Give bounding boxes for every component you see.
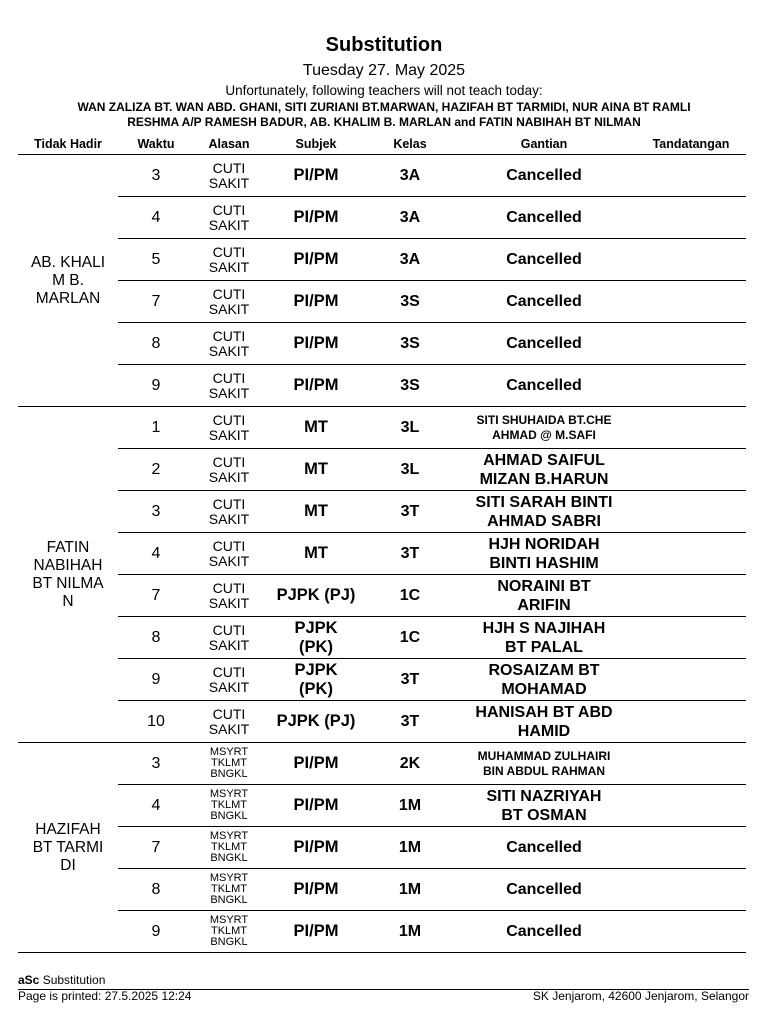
tandatangan-cell bbox=[636, 617, 746, 659]
alasan-cell bbox=[194, 785, 264, 827]
alasan-line: TKLMT bbox=[210, 799, 248, 811]
alasan-line: CUTI bbox=[212, 453, 246, 470]
subjek-cell bbox=[264, 197, 368, 239]
alasan-line: SAKIT bbox=[208, 468, 250, 485]
gantian-cell bbox=[452, 575, 636, 617]
gantian-line: Cancelled bbox=[506, 209, 582, 226]
alasan-line: CUTI bbox=[212, 411, 246, 428]
alasan-line: TKLMT bbox=[210, 757, 248, 769]
gantian-cell bbox=[452, 491, 636, 533]
gantian-line: MIZAN B.HARUN bbox=[479, 470, 609, 488]
col-header-subjek: Subjek bbox=[264, 134, 368, 155]
gantian-line: HJH NORIDAH bbox=[488, 535, 600, 553]
alasan-line: SAKIT bbox=[208, 300, 250, 317]
subjek-line: PI/PM bbox=[293, 796, 339, 814]
subjek-line: (PK) bbox=[299, 679, 333, 698]
substitution-table bbox=[18, 134, 746, 953]
alasan-line: CUTI bbox=[212, 537, 246, 554]
alasan-cell bbox=[194, 491, 264, 533]
kelas-cell: 3T bbox=[368, 533, 452, 575]
alasan-cell bbox=[194, 911, 264, 953]
tandatangan-cell bbox=[636, 155, 746, 197]
alasan-line: BNGKL bbox=[210, 936, 248, 948]
subjek-cell bbox=[264, 533, 368, 575]
table-row bbox=[18, 575, 746, 617]
subjek-cell bbox=[264, 827, 368, 869]
kelas-cell: 3T bbox=[368, 491, 452, 533]
waktu-cell: 3 bbox=[118, 155, 194, 197]
alasan-cell bbox=[194, 827, 264, 869]
gantian-line: MUHAMMAD ZULHAIRI bbox=[477, 748, 611, 763]
table-row bbox=[18, 785, 746, 827]
table-row bbox=[18, 827, 746, 869]
tandatangan-cell bbox=[636, 785, 746, 827]
subjek-line: PJPK bbox=[294, 660, 338, 679]
col-header-kelas: Kelas bbox=[368, 134, 452, 155]
subjek-line: PI/PM bbox=[293, 250, 339, 268]
absent-teacher-name-line: AB. KHALI bbox=[30, 253, 106, 271]
alasan-line: SAKIT bbox=[208, 342, 250, 359]
kelas-cell: 1C bbox=[368, 575, 452, 617]
table-row bbox=[18, 491, 746, 533]
gantian-cell bbox=[452, 281, 636, 323]
alasan-cell bbox=[194, 365, 264, 407]
waktu-cell: 1 bbox=[118, 407, 194, 449]
table-row bbox=[18, 659, 746, 701]
gantian-cell bbox=[452, 197, 636, 239]
gantian-line: MOHAMAD bbox=[501, 680, 587, 698]
gantian-line: SITI SARAH BINTI bbox=[475, 493, 613, 511]
gantian-cell bbox=[452, 701, 636, 743]
absent-teacher-name bbox=[18, 743, 118, 953]
table-row bbox=[18, 701, 746, 743]
kelas-cell: 3S bbox=[368, 323, 452, 365]
subjek-cell bbox=[264, 239, 368, 281]
tandatangan-cell bbox=[636, 659, 746, 701]
absent-teacher-name-line: FATIN bbox=[46, 538, 90, 556]
absent-teachers-list bbox=[0, 100, 768, 130]
footer-printed-date: Page is printed: 27.5.2025 12:24 bbox=[18, 989, 192, 1003]
absent-teacher-name-line: MARLAN bbox=[35, 289, 101, 307]
gantian-line: AHMAD @ M.SAFI bbox=[492, 427, 596, 442]
gantian-line: Cancelled bbox=[506, 881, 582, 898]
alasan-cell bbox=[194, 617, 264, 659]
col-header-waktu: Waktu bbox=[118, 134, 194, 155]
gantian-cell bbox=[452, 827, 636, 869]
gantian-line: Cancelled bbox=[506, 251, 582, 268]
subjek-line: PJPK (PJ) bbox=[276, 586, 356, 604]
gantian-cell bbox=[452, 155, 636, 197]
subjek-line: PI/PM bbox=[293, 208, 339, 226]
alasan-cell bbox=[194, 239, 264, 281]
absent-teacher-name-line: BT NILMA bbox=[32, 574, 104, 592]
subjek-line: MT bbox=[304, 418, 328, 436]
kelas-cell: 3A bbox=[368, 155, 452, 197]
alasan-line: CUTI bbox=[212, 159, 246, 176]
table-row bbox=[18, 911, 746, 953]
gantian-line: Cancelled bbox=[506, 377, 582, 394]
table-row bbox=[18, 365, 746, 407]
table-row bbox=[18, 533, 746, 575]
alasan-cell bbox=[194, 743, 264, 785]
alasan-line: SAKIT bbox=[208, 384, 250, 401]
footer-app-label: Substitution bbox=[39, 973, 106, 987]
alasan-line: CUTI bbox=[212, 579, 246, 596]
subjek-cell bbox=[264, 407, 368, 449]
waktu-cell: 9 bbox=[118, 911, 194, 953]
absent-teacher-name bbox=[18, 155, 118, 407]
absent-teacher-name-line: DI bbox=[60, 856, 76, 874]
page-date: Tuesday 27. May 2025 bbox=[302, 62, 466, 79]
subjek-line: PI/PM bbox=[293, 922, 339, 940]
alasan-line: SAKIT bbox=[208, 510, 250, 527]
subjek-cell bbox=[264, 785, 368, 827]
waktu-cell: 5 bbox=[118, 239, 194, 281]
absent-note: Unfortunately, following teachers will not teach today: bbox=[225, 83, 543, 98]
kelas-cell: 3S bbox=[368, 365, 452, 407]
waktu-cell: 4 bbox=[118, 197, 194, 239]
col-header-tandatangan: Tandatangan bbox=[636, 134, 746, 155]
absent-names-line: WAN ZALIZA BT. WAN ABD. GHANI, SITI ZURIANI BT.MARWAN, HAZIFAH BT TARMIDI, NUR AINA BT RAMLI bbox=[77, 100, 691, 114]
tandatangan-cell bbox=[636, 575, 746, 617]
kelas-cell: 3A bbox=[368, 197, 452, 239]
alasan-line: CUTI bbox=[212, 285, 246, 302]
subjek-cell bbox=[264, 575, 368, 617]
alasan-line: BNGKL bbox=[210, 768, 248, 780]
gantian-line: SITI SHUHAIDA BT.CHE bbox=[476, 412, 612, 427]
col-header-tidak-hadir: Tidak Hadir bbox=[18, 134, 118, 155]
tandatangan-cell bbox=[636, 491, 746, 533]
waktu-cell: 7 bbox=[118, 827, 194, 869]
waktu-cell: 8 bbox=[118, 323, 194, 365]
table-row bbox=[18, 743, 746, 785]
tandatangan-cell bbox=[636, 239, 746, 281]
tandatangan-cell bbox=[636, 449, 746, 491]
table-body bbox=[18, 155, 746, 953]
kelas-cell: 1M bbox=[368, 827, 452, 869]
absent-teacher-name-line: NABIHAH bbox=[33, 556, 103, 574]
waktu-cell: 10 bbox=[118, 701, 194, 743]
gantian-line: BT OSMAN bbox=[501, 806, 587, 824]
kelas-cell: 3A bbox=[368, 239, 452, 281]
waktu-cell: 3 bbox=[118, 743, 194, 785]
tandatangan-cell bbox=[636, 407, 746, 449]
alasan-cell bbox=[194, 449, 264, 491]
alasan-line: BNGKL bbox=[210, 852, 248, 864]
gantian-line: AHMAD SABRI bbox=[487, 512, 601, 530]
table-row bbox=[18, 449, 746, 491]
table-header-row bbox=[18, 134, 746, 155]
kelas-cell: 1C bbox=[368, 617, 452, 659]
waktu-cell: 9 bbox=[118, 659, 194, 701]
gantian-cell bbox=[452, 239, 636, 281]
alasan-line: SAKIT bbox=[208, 216, 250, 233]
alasan-cell bbox=[194, 659, 264, 701]
gantian-cell bbox=[452, 659, 636, 701]
gantian-line: BIN ABDUL RAHMAN bbox=[483, 763, 605, 778]
alasan-cell bbox=[194, 197, 264, 239]
subjek-cell bbox=[264, 869, 368, 911]
subjek-cell bbox=[264, 659, 368, 701]
alasan-line: CUTI bbox=[212, 495, 246, 512]
gantian-line: ROSAIZAM BT bbox=[488, 661, 600, 679]
tandatangan-cell bbox=[636, 911, 746, 953]
gantian-cell bbox=[452, 743, 636, 785]
subjek-line: PI/PM bbox=[293, 292, 339, 310]
gantian-line: SITI NAZRIYAH bbox=[486, 787, 602, 805]
absent-teacher-name-line: M B. bbox=[52, 271, 84, 289]
gantian-line: Cancelled bbox=[506, 335, 582, 352]
waktu-cell: 7 bbox=[118, 575, 194, 617]
subjek-cell bbox=[264, 449, 368, 491]
subjek-line: PJPK (PJ) bbox=[276, 712, 356, 730]
kelas-cell: 1M bbox=[368, 869, 452, 911]
subjek-line: PI/PM bbox=[293, 838, 339, 856]
alasan-line: MSYRT bbox=[209, 872, 249, 884]
table-row bbox=[18, 281, 746, 323]
tandatangan-cell bbox=[636, 533, 746, 575]
gantian-line: ARIFIN bbox=[517, 596, 571, 614]
waktu-cell: 2 bbox=[118, 449, 194, 491]
gantian-line: HANISAH BT ABD bbox=[475, 703, 613, 721]
waktu-cell: 3 bbox=[118, 491, 194, 533]
footer-school-address: SK Jenjarom, 42600 Jenjarom, Selangor bbox=[532, 989, 749, 1003]
alasan-line: SAKIT bbox=[208, 174, 250, 191]
alasan-line: BNGKL bbox=[210, 894, 248, 906]
subjek-line: (PK) bbox=[299, 637, 333, 656]
gantian-cell bbox=[452, 365, 636, 407]
gantian-line: HJH S NAJIHAH bbox=[482, 619, 606, 637]
alasan-cell bbox=[194, 155, 264, 197]
absent-names-line: RESHMA A/P RAMESH BADUR, AB. KHALIM B. MARLAN and FATIN NABIHAH BT NILMAN bbox=[127, 115, 641, 129]
table-row bbox=[18, 407, 746, 449]
alasan-cell bbox=[194, 533, 264, 575]
waktu-cell: 4 bbox=[118, 533, 194, 575]
gantian-line: Cancelled bbox=[506, 293, 582, 310]
alasan-line: MSYRT bbox=[209, 914, 249, 926]
alasan-line: SAKIT bbox=[208, 720, 250, 737]
alasan-line: MSYRT bbox=[209, 788, 249, 800]
subjek-line: PI/PM bbox=[293, 880, 339, 898]
tandatangan-cell bbox=[636, 281, 746, 323]
alasan-line: SAKIT bbox=[208, 552, 250, 569]
subjek-line: PJPK bbox=[294, 618, 338, 637]
absent-teacher-name bbox=[18, 407, 118, 743]
alasan-line: CUTI bbox=[212, 243, 246, 260]
alasan-cell bbox=[194, 323, 264, 365]
tandatangan-cell bbox=[636, 869, 746, 911]
alasan-line: CUTI bbox=[212, 705, 246, 722]
absent-teacher-name-line: N bbox=[62, 592, 74, 610]
table-row bbox=[18, 617, 746, 659]
subjek-line: PI/PM bbox=[293, 754, 339, 772]
alasan-line: MSYRT bbox=[209, 746, 249, 758]
gantian-cell bbox=[452, 407, 636, 449]
tandatangan-cell bbox=[636, 827, 746, 869]
gantian-cell bbox=[452, 449, 636, 491]
gantian-line: Cancelled bbox=[506, 923, 582, 940]
gantian-line: BINTI HASHIM bbox=[489, 554, 599, 572]
subjek-cell bbox=[264, 155, 368, 197]
alasan-cell bbox=[194, 869, 264, 911]
kelas-cell: 3T bbox=[368, 659, 452, 701]
kelas-cell: 1M bbox=[368, 785, 452, 827]
alasan-cell bbox=[194, 407, 264, 449]
subjek-cell bbox=[264, 491, 368, 533]
absent-teacher-name-line: HAZIFAH bbox=[35, 820, 101, 838]
gantian-cell bbox=[452, 617, 636, 659]
kelas-cell: 3L bbox=[368, 449, 452, 491]
subjek-line: MT bbox=[304, 460, 328, 478]
subjek-cell bbox=[264, 617, 368, 659]
waktu-cell: 8 bbox=[118, 617, 194, 659]
alasan-line: CUTI bbox=[212, 201, 246, 218]
subjek-cell bbox=[264, 701, 368, 743]
waktu-cell: 4 bbox=[118, 785, 194, 827]
subjek-line: PI/PM bbox=[293, 334, 339, 352]
table-row bbox=[18, 197, 746, 239]
gantian-cell bbox=[452, 785, 636, 827]
tandatangan-cell bbox=[636, 365, 746, 407]
alasan-cell bbox=[194, 701, 264, 743]
alasan-line: TKLMT bbox=[210, 883, 248, 895]
subjek-line: PI/PM bbox=[293, 376, 339, 394]
gantian-cell bbox=[452, 869, 636, 911]
gantian-cell bbox=[452, 533, 636, 575]
subjek-line: PI/PM bbox=[293, 166, 339, 184]
table-row bbox=[18, 155, 746, 197]
kelas-cell: 3S bbox=[368, 281, 452, 323]
table-row bbox=[18, 869, 746, 911]
alasan-line: SAKIT bbox=[208, 594, 250, 611]
subjek-cell bbox=[264, 323, 368, 365]
gantian-cell bbox=[452, 911, 636, 953]
kelas-cell: 1M bbox=[368, 911, 452, 953]
subjek-line: MT bbox=[304, 502, 328, 520]
footer-app-name bbox=[18, 973, 105, 987]
table-row bbox=[18, 323, 746, 365]
table-row bbox=[18, 239, 746, 281]
footer-app-brand: aSc bbox=[18, 973, 40, 987]
alasan-cell bbox=[194, 575, 264, 617]
alasan-cell bbox=[194, 281, 264, 323]
col-header-alasan: Alasan bbox=[194, 134, 264, 155]
alasan-line: TKLMT bbox=[210, 925, 248, 937]
alasan-line: SAKIT bbox=[208, 258, 250, 275]
alasan-line: CUTI bbox=[212, 327, 246, 344]
tandatangan-cell bbox=[636, 323, 746, 365]
waktu-cell: 8 bbox=[118, 869, 194, 911]
subjek-cell bbox=[264, 281, 368, 323]
alasan-line: CUTI bbox=[212, 621, 246, 638]
alasan-line: TKLMT bbox=[210, 841, 248, 853]
gantian-line: Cancelled bbox=[506, 839, 582, 856]
alasan-line: SAKIT bbox=[208, 426, 250, 443]
alasan-line: CUTI bbox=[212, 369, 246, 386]
alasan-line: SAKIT bbox=[208, 678, 250, 695]
tandatangan-cell bbox=[636, 743, 746, 785]
gantian-line: NORAINI BT bbox=[497, 577, 591, 595]
tandatangan-cell bbox=[636, 701, 746, 743]
gantian-line: Cancelled bbox=[506, 167, 582, 184]
waktu-cell: 9 bbox=[118, 365, 194, 407]
waktu-cell: 7 bbox=[118, 281, 194, 323]
alasan-line: SAKIT bbox=[208, 636, 250, 653]
alasan-line: MSYRT bbox=[209, 830, 249, 842]
col-header-gantian: Gantian bbox=[452, 134, 636, 155]
kelas-cell: 2K bbox=[368, 743, 452, 785]
gantian-line: AHMAD SAIFUL bbox=[483, 451, 605, 469]
absent-teacher-name-line: BT TARMI bbox=[32, 838, 104, 856]
subjek-cell bbox=[264, 743, 368, 785]
gantian-cell bbox=[452, 323, 636, 365]
subjek-line: MT bbox=[304, 544, 328, 562]
gantian-line: HAMID bbox=[517, 722, 571, 740]
subjek-cell bbox=[264, 911, 368, 953]
subjek-cell bbox=[264, 365, 368, 407]
alasan-line: CUTI bbox=[212, 663, 246, 680]
alasan-line: BNGKL bbox=[210, 810, 248, 822]
kelas-cell: 3L bbox=[368, 407, 452, 449]
gantian-line: BT PALAL bbox=[505, 638, 583, 656]
tandatangan-cell bbox=[636, 197, 746, 239]
kelas-cell: 3T bbox=[368, 701, 452, 743]
page-title: Substitution bbox=[325, 34, 443, 56]
